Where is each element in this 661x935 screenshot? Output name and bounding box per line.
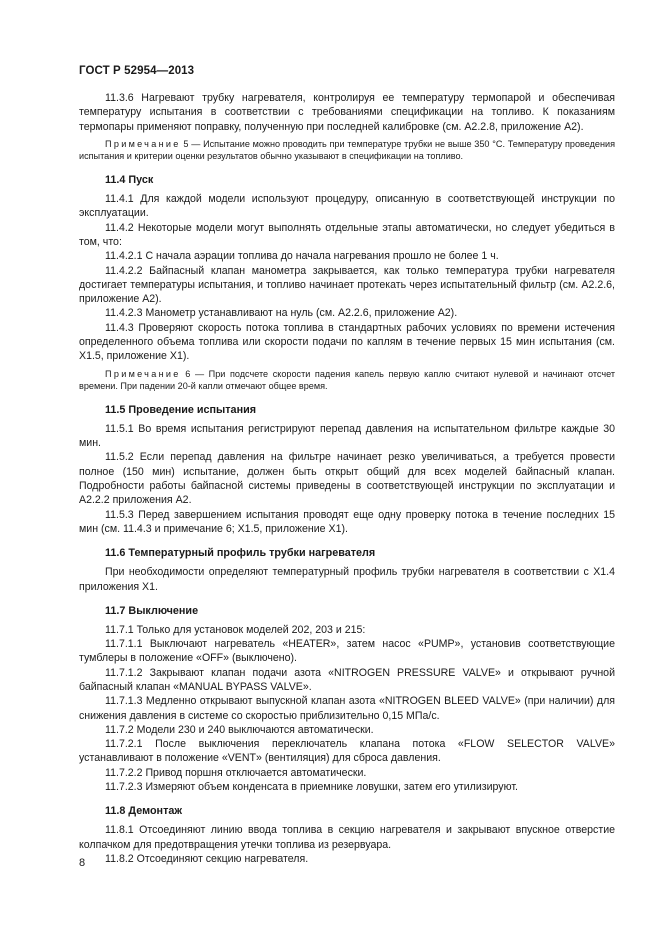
note-text: 5 — Испытание можно проводить при температуре трубки не выше 350 °С. Температуру проведения испытания и критерии оценки результатов обычно указывают в спецификации на топливо. — [79, 138, 615, 162]
page-number: 8 — [79, 857, 86, 869]
paragraph-11-7-1: 11.7.1 Только для установок моделей 202, 203 и 215: — [105, 623, 366, 636]
paragraph-11-4-1: 11.4.1 Для каждой модели используют процедуру, описанную в соответствующей инструкции по эксплуатации. — [79, 193, 615, 220]
section-heading-11-4: 11.4 Пуск — [105, 174, 154, 187]
paragraph-11-4-2-1: 11.4.2.1 С начала аэрации топлива до начала нагревания прошло не более 1 ч. — [105, 250, 499, 263]
note-text: 6 — При подсчете скорости падения капель первую каплю считают нулевой и начинают отсчет времени. При падении 20-й капли отмечают общее время. — [79, 368, 615, 392]
paragraph-11-7-1-3: 11.7.1.3 Медленно открывают выпускной клапан азота «NITROGEN BLEED VALVE» (при наличии) для снижения давления в системе со скоростью приблизительно 0,15 МПа/с. — [79, 695, 615, 722]
note-label: Примечание — [105, 138, 181, 149]
paragraph-11-4-2-3: 11.4.2.3 Манометр устанавливают на нуль (см. А2.2.6, приложение А2). — [105, 307, 458, 320]
paragraph-11-7-1-1: 11.7.1.1 Выключают нагреватель «HEATER», затем насос «PUMP», установив соответствующие тумблеры в положение «OFF» (выключено). — [79, 638, 615, 665]
paragraph-11-5-3: 11.5.3 Перед завершением испытания проводят еще одну проверку потока в течение последних 15 мин (см. 11.4.3 и примечание 6; Х1.5, приложение Х1). — [79, 508, 615, 535]
section-heading-11-5: 11.5 Проведение испытания — [105, 403, 257, 416]
note-5 — [79, 138, 615, 163]
document-body — [79, 91, 615, 866]
paragraph-11-7-2: 11.7.2 Модели 230 и 240 выключаются автоматически. — [105, 723, 374, 736]
paragraph-11-6: При необходимости определяют температурный профиль трубки нагревателя в соответствии с Х1.4 приложения Х1. — [79, 566, 615, 593]
paragraph-11-4-2: 11.4.2 Некоторые модели могут выполнять отдельные этапы автоматически, но следует убедиться в том, что: — [79, 221, 615, 248]
paragraph-11-5-2: 11.5.2 Если перепад давления на фильтре начинает резко увеличиваться, а требуется провести полное (150 мин) испытание, должен быть открыт общий для всех моделей байпасный клапан. Подробности работы байпасной системы приведены в соответствующей инструкции по эксплуатации и А2.2.2 приложения А2. — [79, 451, 615, 507]
paragraph-11-7-2-2: 11.7.2.2 Привод поршня отключается автоматически. — [105, 766, 367, 779]
standard-header: ГОСТ Р 52954—2013 — [79, 65, 195, 77]
paragraph-11-7-2-3: 11.7.2.3 Измеряют объем конденсата в приемнике ловушки, затем его утилизируют. — [105, 781, 518, 794]
paragraph-11-5-1: 11.5.1 Во время испытания регистрируют перепад давления на испытательном фильтре каждые 30 мин. — [79, 422, 615, 450]
paragraph-11-8-1: 11.8.1 Отсоединяют линию ввода топлива в секцию нагревателя и закрывают впускное отверстие колпачком для предотвращения утечки топлива из резервуара. — [79, 824, 615, 851]
paragraph-11-4-2-2: 11.4.2.2 Байпасный клапан манометра закрывается, как только температура трубки нагревателя достигает температуры испытания, и топливо начинает протекать через испытательный фильтр (см. А2.2.6, приложение А2). — [79, 264, 615, 306]
paragraph-11-4-3: 11.4.3 Проверяют скорость потока топлива в стандартных рабочих условиях по времени истечения определенного объема топлива или скорости подачи по каплям в течение первых 15 мин испытания (см. Х1.5, приложение Х1). — [79, 321, 615, 363]
paragraph-11-7-1-2: 11.7.1.2 Закрывают клапан подачи азота «NITROGEN PRESSURE VALVE» и открывают ручной байпасный клапан «MANUAL BYPASS VALVE». — [79, 666, 615, 693]
section-heading-11-8: 11.8 Демонтаж — [105, 805, 183, 818]
paragraph-11-8-2: 11.8.2 Отсоединяют секцию нагревателя. — [105, 852, 309, 865]
paragraph-11-7-2-1: 11.7.2.1 После выключения переключатель клапана потока «FLOW SELECTOR VALVE» устанавливают в положение «VENT» (вентиляция) для сброса давления. — [79, 738, 615, 765]
paragraph-11-3-6: 11.3.6 Нагревают трубку нагревателя, контролируя ее температуру термопарой и обеспечивая температуру испытания в соответствии с требованиями спецификации на топливо. К показаниям термопары применяют поправку, полученную при последней калибровке (см. А2.2.8, приложение А2). — [79, 92, 615, 133]
section-heading-11-7: 11.7 Выключение — [105, 604, 199, 617]
note-label: Примечание — [105, 368, 181, 379]
section-heading-11-6: 11.6 Температурный профиль трубки нагревателя — [105, 547, 376, 560]
note-6 — [79, 368, 615, 393]
